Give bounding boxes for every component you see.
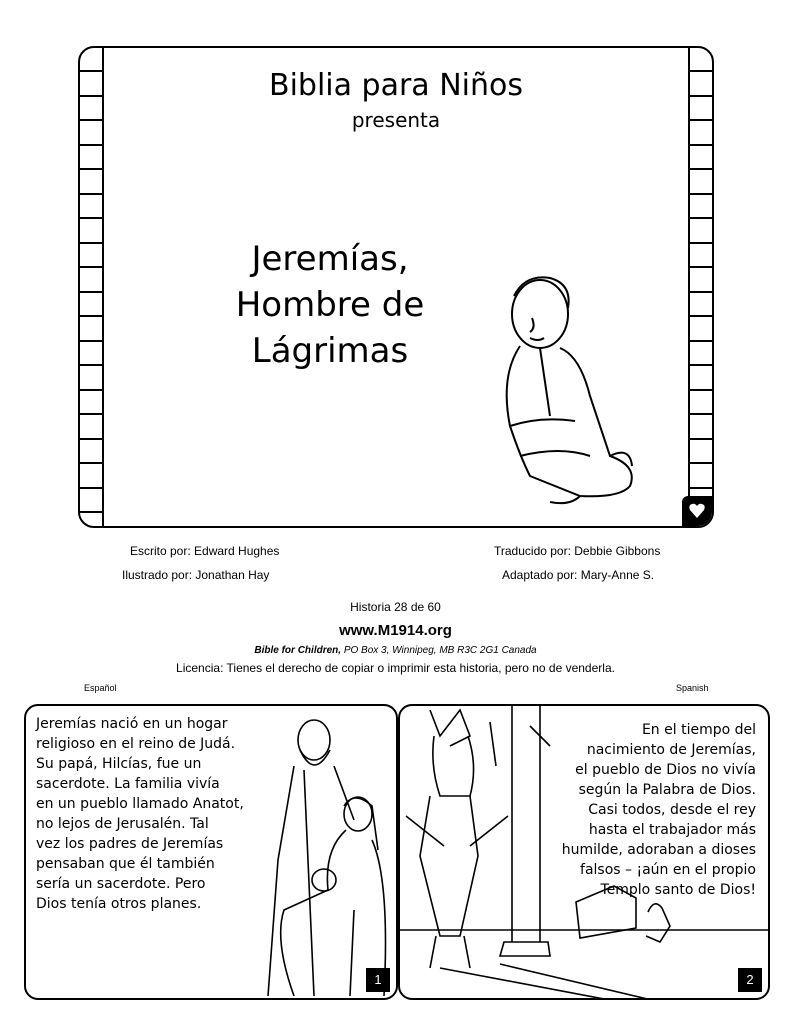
film-strip-rung: [690, 168, 712, 170]
film-strip-rung: [80, 413, 102, 415]
panel-2-line: humilde, adoraban a dioses: [561, 842, 756, 858]
heart-icon: [688, 502, 706, 520]
language-label-right: Spanish: [676, 683, 709, 693]
panel-1-line: sería un sacerdote. Pero: [36, 876, 206, 892]
illustrated-by: Ilustrado por: Jonathan Hay: [122, 568, 270, 582]
page-number-2: 2: [738, 968, 762, 992]
film-strip-rung: [690, 193, 712, 195]
panel-2-line: hasta el trabajador más: [588, 822, 756, 838]
panel-1-line: Su papá, Hilcías, fue un: [36, 756, 202, 772]
panel-1-line: Dios tenía otros planes.: [36, 896, 202, 912]
film-strip-rung: [690, 242, 712, 244]
film-strip-rung: [80, 462, 102, 464]
film-strip-rung: [80, 144, 102, 146]
film-strip-rung: [80, 242, 102, 244]
film-strip-rung: [690, 364, 712, 366]
panel-2-line: Templo santo de Dios!: [600, 882, 756, 898]
film-strip-rung: [80, 315, 102, 317]
kneeling-man-illustration: [480, 266, 650, 516]
film-strip-rung: [80, 193, 102, 195]
page-number-1: 1: [366, 968, 390, 992]
story-title-line-2: Hombre de: [235, 285, 425, 325]
translated-by: Traducido por: Debbie Gibbons: [494, 544, 661, 558]
language-label-left: Español: [84, 683, 117, 693]
website-link[interactable]: www.M1914.org: [339, 622, 452, 639]
family-illustration: [254, 710, 394, 996]
panel-1-line: pensaban que él también: [36, 856, 215, 872]
film-strip-rung: [690, 340, 712, 342]
film-strip-rung: [80, 438, 102, 440]
panel-1-line: no lejos de Jerusalén. Tal: [36, 816, 209, 832]
panel-1-line: religioso en el reino de Judá.: [36, 736, 236, 752]
film-strip-rung: [690, 413, 712, 415]
series-title: Biblia para Niños: [268, 68, 523, 103]
film-strip-rung: [690, 487, 712, 489]
panel-2-line: nacimiento de Jeremías,: [586, 742, 756, 758]
panel-1-line: vez los padres de Jeremías: [36, 836, 224, 852]
film-strip-rung: [80, 217, 102, 219]
film-strip-rung: [80, 291, 102, 293]
panel-1-line: sacerdote. La familia vivía: [36, 776, 220, 792]
org-address-line: [0, 645, 791, 656]
panel-1-line: Jeremías nació en un hogar: [36, 716, 228, 732]
story-number: Historia 28 de 60: [350, 600, 441, 614]
written-by: Escrito por: Edward Hughes: [130, 544, 280, 558]
film-strip-rung: [80, 487, 102, 489]
panel-2-line: el pueblo de Dios no vivía: [575, 762, 756, 778]
story-title-line-1: Jeremías,: [251, 239, 409, 279]
adapted-by: Adaptado por: Mary-Anne S.: [502, 568, 655, 582]
panel-1-text: [36, 714, 246, 914]
panel-2-line: según la Palabra de Dios.: [578, 782, 756, 798]
cover-frame: [78, 46, 714, 528]
story-panel-1: [24, 704, 398, 1000]
film-strip-rung: [80, 511, 102, 513]
film-strip-rung: [690, 144, 712, 146]
film-strip-rung: [80, 168, 102, 170]
film-strip-rung: [690, 315, 712, 317]
license-text: Licencia: Tienes el derecho de copiar o imprimir esta historia, pero no de venderla.: [176, 661, 615, 675]
org-address: PO Box 3, Winnipeg, MB R3C 2G1 Canada: [341, 645, 537, 656]
film-strip-rung: [690, 438, 712, 440]
panel-2-line: Casi todos, desde el rey: [588, 802, 756, 818]
film-strip-rung: [80, 340, 102, 342]
film-strip-rung: [80, 266, 102, 268]
film-strip-rung: [690, 389, 712, 391]
panel-2-line: En el tiempo del: [641, 722, 756, 738]
film-strip-rung: [80, 364, 102, 366]
panel-2-text: [546, 720, 756, 900]
story-title-line-3: Lágrimas: [251, 331, 409, 371]
story-panel-2: [398, 704, 770, 1000]
film-strip-rung: [690, 462, 712, 464]
film-strip-rung: [80, 389, 102, 391]
series-subtitle: presenta: [351, 108, 441, 132]
org-name: Bible for Children,: [254, 645, 342, 656]
film-strip-rung: [690, 217, 712, 219]
panel-2-line: falsos – ¡aún en el propio: [580, 862, 756, 878]
heart-logo: [682, 496, 712, 526]
panel-1-line: en un pueblo llamado Anatot,: [36, 796, 244, 812]
film-strip-rung: [690, 266, 712, 268]
story-title: [200, 236, 460, 374]
film-strip-rung: [690, 291, 712, 293]
